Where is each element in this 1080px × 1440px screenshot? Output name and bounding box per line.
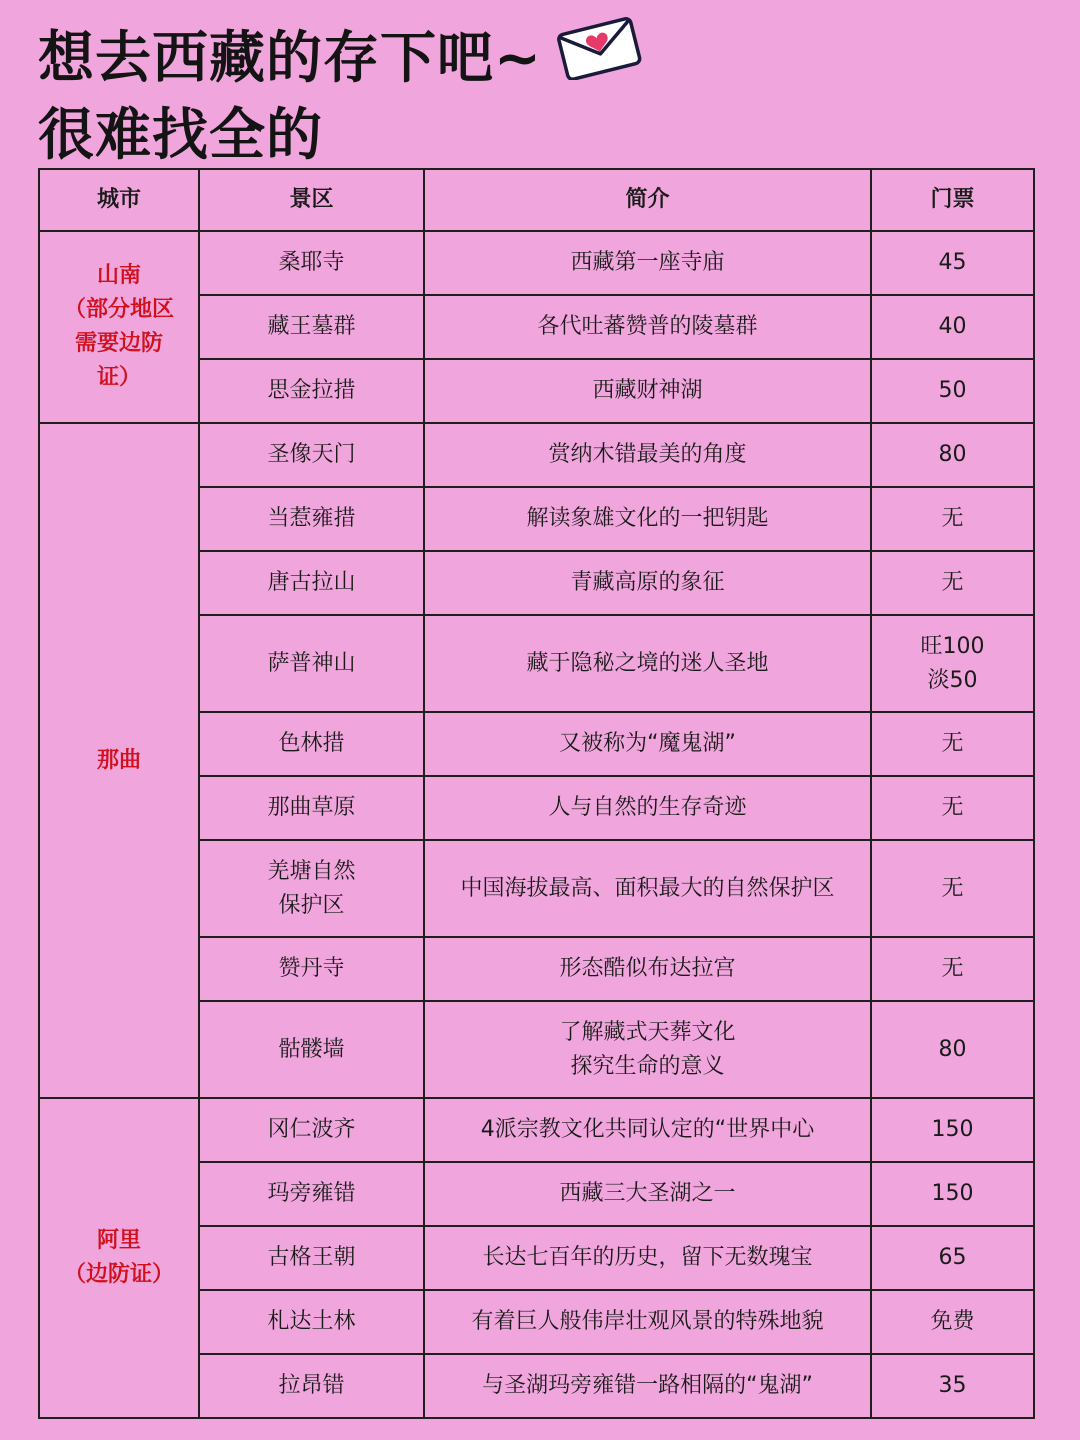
ticket-cell: 35 (871, 1354, 1034, 1418)
table-body (39, 231, 1034, 1418)
spot-cell: 藏王墓群 (199, 295, 424, 359)
intro-cell: 青藏高原的象征 (424, 551, 871, 615)
ticket-cell: 旺100 淡50 (871, 615, 1034, 712)
intro-cell: 各代吐蕃赞普的陵墓群 (424, 295, 871, 359)
intro-cell: 4派宗教文化共同认定的“世界中心 (424, 1098, 871, 1162)
intro-cell: 西藏三大圣湖之一 (424, 1162, 871, 1226)
intro-cell: 有着巨人般伟岸壮观风景的特殊地貌 (424, 1290, 871, 1354)
intro-cell: 了解藏式天葬文化 探究生命的意义 (424, 1001, 871, 1098)
ticket-cell: 80 (871, 423, 1034, 487)
ticket-cell: 无 (871, 776, 1034, 840)
spot-cell: 思金拉措 (199, 359, 424, 423)
header-intro: 简介 (424, 169, 871, 231)
ticket-cell: 无 (871, 712, 1034, 776)
intro-cell: 长达七百年的历史，留下无数瑰宝 (424, 1226, 871, 1290)
spot-cell: 古格王朝 (199, 1226, 424, 1290)
spot-cell: 那曲草原 (199, 776, 424, 840)
title-line-2: 很难找全的 (38, 103, 323, 168)
ticket-cell: 免费 (871, 1290, 1034, 1354)
ticket-cell: 50 (871, 359, 1034, 423)
city-cell: 那曲 (39, 423, 199, 1098)
spot-cell: 札达土林 (199, 1290, 424, 1354)
spot-cell: 拉昂错 (199, 1354, 424, 1418)
intro-cell: 藏于隐秘之境的迷人圣地 (424, 615, 871, 712)
city-cell: 山南 （部分地区 需要边防 证） (39, 231, 199, 423)
header-spot: 景区 (199, 169, 424, 231)
header-city: 城市 (39, 169, 199, 231)
intro-cell: 西藏财神湖 (424, 359, 871, 423)
ticket-cell: 80 (871, 1001, 1034, 1098)
intro-cell: 形态酷似布达拉宫 (424, 937, 871, 1001)
ticket-cell: 65 (871, 1226, 1034, 1290)
spot-cell: 色林措 (199, 712, 424, 776)
intro-cell: 与圣湖玛旁雍错一路相隔的“鬼湖” (424, 1354, 871, 1418)
intro-cell: 中国海拔最高、面积最大的自然保护区 (424, 840, 871, 937)
ticket-cell: 无 (871, 487, 1034, 551)
intro-cell: 解读象雄文化的一把钥匙 (424, 487, 871, 551)
intro-cell: 又被称为“魔鬼湖” (424, 712, 871, 776)
intro-cell: 赏纳木错最美的角度 (424, 423, 871, 487)
scenic-spots-table (38, 168, 1035, 1419)
spot-cell: 萨普神山 (199, 615, 424, 712)
ticket-cell: 40 (871, 295, 1034, 359)
ticket-cell: 150 (871, 1098, 1034, 1162)
ticket-cell: 150 (871, 1162, 1034, 1226)
spot-cell: 骷髅墙 (199, 1001, 424, 1098)
city-cell: 阿里 （边防证） (39, 1098, 199, 1418)
intro-cell: 人与自然的生存奇迹 (424, 776, 871, 840)
spot-cell: 玛旁雍错 (199, 1162, 424, 1226)
ticket-cell: 45 (871, 231, 1034, 295)
spot-cell: 当惹雍措 (199, 487, 424, 551)
spot-cell: 唐古拉山 (199, 551, 424, 615)
page-title (38, 22, 642, 170)
header-ticket: 门票 (871, 169, 1034, 231)
envelope-heart-icon (556, 16, 642, 96)
table-row (39, 231, 1034, 295)
ticket-cell: 无 (871, 840, 1034, 937)
table-row (39, 1098, 1034, 1162)
spot-cell: 冈仁波齐 (199, 1098, 424, 1162)
spot-cell: 圣像天门 (199, 423, 424, 487)
ticket-cell: 无 (871, 937, 1034, 1001)
table-header-row (39, 169, 1034, 231)
spot-cell: 桑耶寺 (199, 231, 424, 295)
table-row (39, 423, 1034, 487)
intro-cell: 西藏第一座寺庙 (424, 231, 871, 295)
ticket-cell: 无 (871, 551, 1034, 615)
spot-cell: 羌塘自然 保护区 (199, 840, 424, 937)
title-line-1: 想去西藏的存下吧~ (38, 26, 542, 92)
spot-cell: 赞丹寺 (199, 937, 424, 1001)
